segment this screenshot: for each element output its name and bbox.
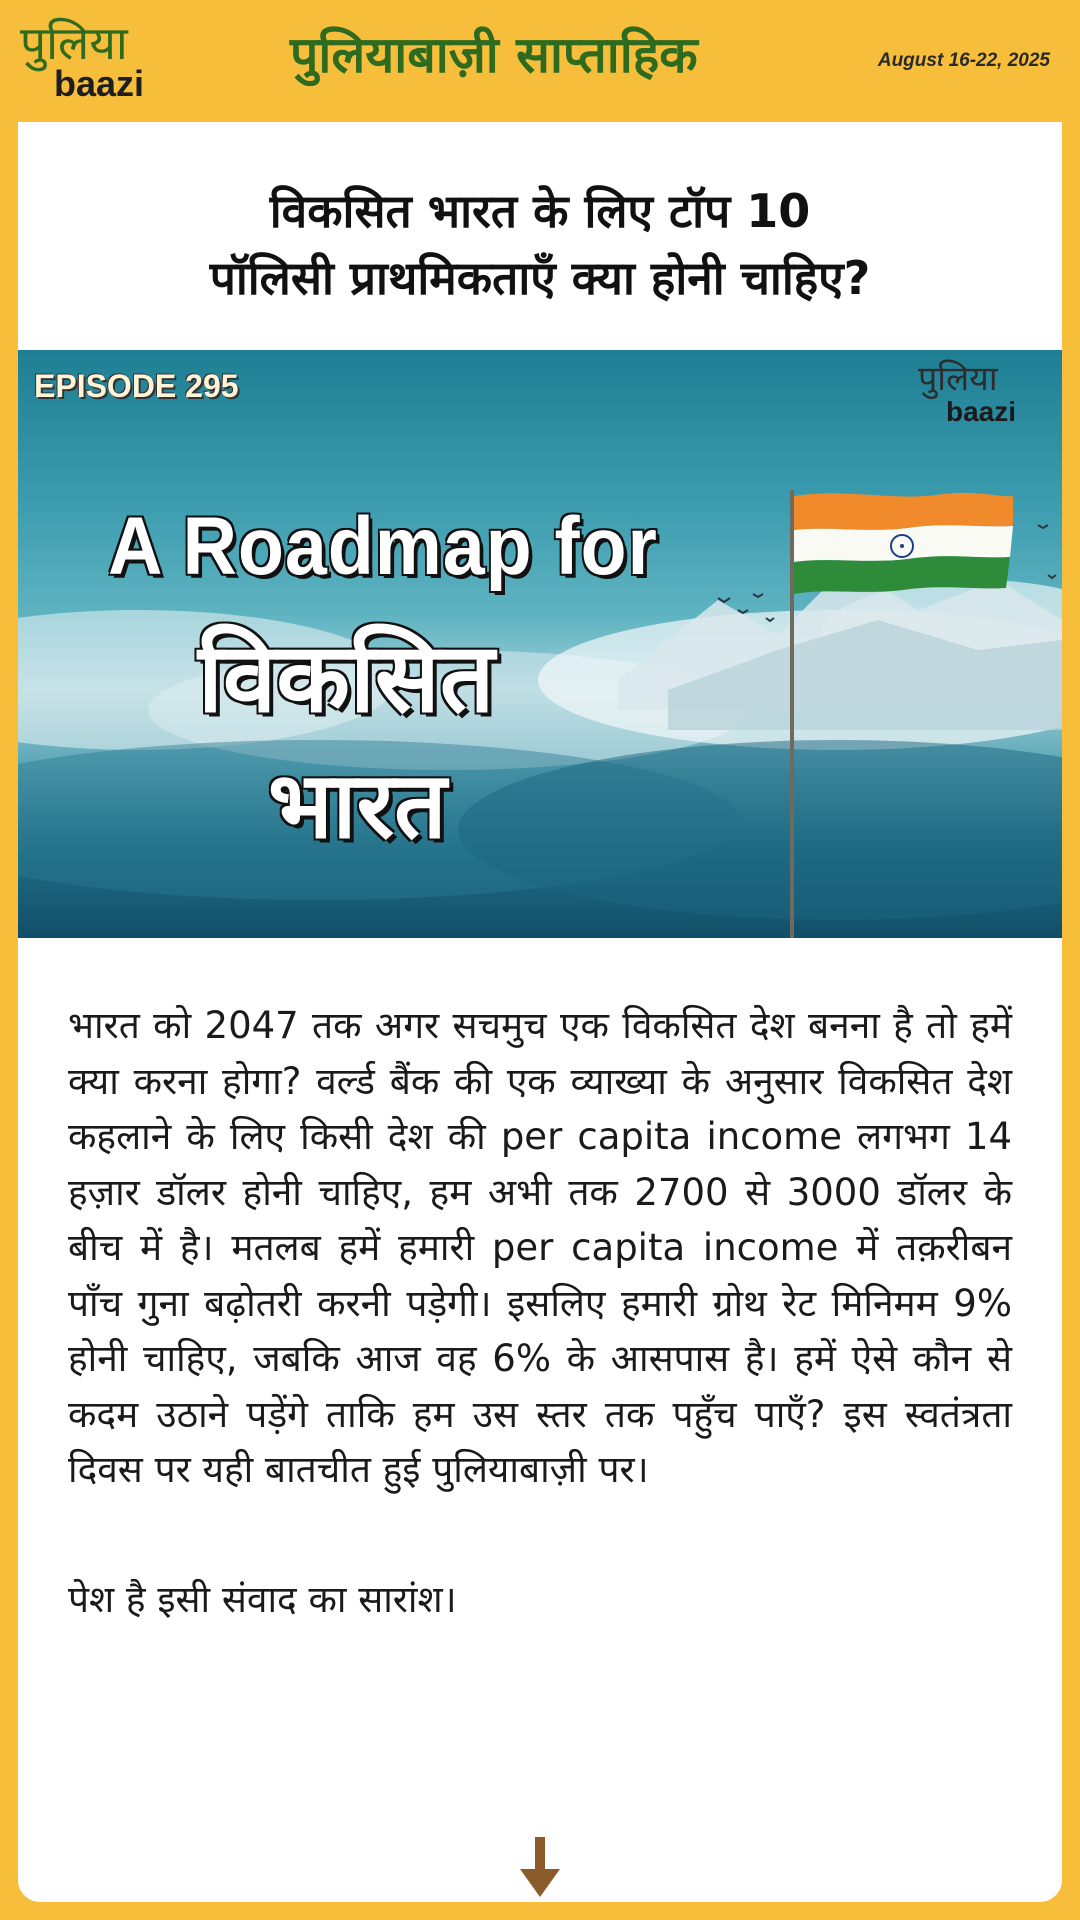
content-card: [18, 122, 1062, 1902]
article-headline: [18, 178, 1062, 311]
banner-logo-english: baazi: [946, 396, 1017, 427]
episode-number: EPISODE 295: [34, 368, 239, 404]
banner-title-line-3: भारत: [268, 752, 447, 859]
article-paragraph: भारत को 2047 तक अगर सचमुच एक विकसित देश बनना है तो हमें क्या करना होगा? वर्ल्ड बैंक की एक व्याख्या के अनुसार विकसित देश कहलाने के लिए किसी देश की per capita income लगभग 14 हज़ार डॉलर होनी चाहिए, हम अभी तक 2700 से 3000 डॉलर के बीच में है। मतलब हमें हमारी per capita income में तक़रीबन पाँच गुना बढ़ोतरी करनी पड़ेगी। इसलिए हमारी ग्रोथ रेट मिनिमम 9% होनी चाहिए, जबकि आज वह 6% के आसपास है। हमें ऐसे कौन से कदम उठाने पड़ेंगे ताकि हम उस स्तर तक पहुँच पाएँ? इस स्वतंत्रता दिवस पर यही बातचीत हुई पुलियाबाज़ी पर।: [68, 1004, 1012, 1491]
indian-flag-icon: [794, 493, 1013, 594]
episode-banner[interactable]: [18, 350, 1062, 938]
summary-intro: पेश है इसी संवाद का सारांश।: [68, 1578, 457, 1621]
headline-line-1: विकसित भारत के लिए टॉप 10: [269, 184, 811, 238]
banner-logo: [918, 359, 1048, 438]
flag-pole-icon: [790, 490, 794, 938]
banner-title-line-2: विकसित: [198, 622, 495, 734]
puliyabaazi-logo[interactable]: [18, 16, 178, 110]
headline-line-2: पॉलिसी प्राथमिकताएँ क्या होनी चाहिए?: [209, 250, 871, 305]
banner-scenery: [18, 350, 1062, 938]
issue-date: August 16-22, 2025: [877, 50, 1050, 71]
publication-title: पुलियाबाज़ी साप्ताहिक: [290, 26, 698, 84]
arrow-down-icon[interactable]: [518, 1837, 562, 1899]
banner-logo-hindi: पुलिया: [918, 359, 998, 399]
logo-english-text: baazi: [54, 63, 145, 104]
logo-hindi-text: पुलिया: [20, 16, 128, 70]
banner-title-line-1: A Roadmap for: [108, 501, 658, 592]
header: [0, 0, 1080, 122]
